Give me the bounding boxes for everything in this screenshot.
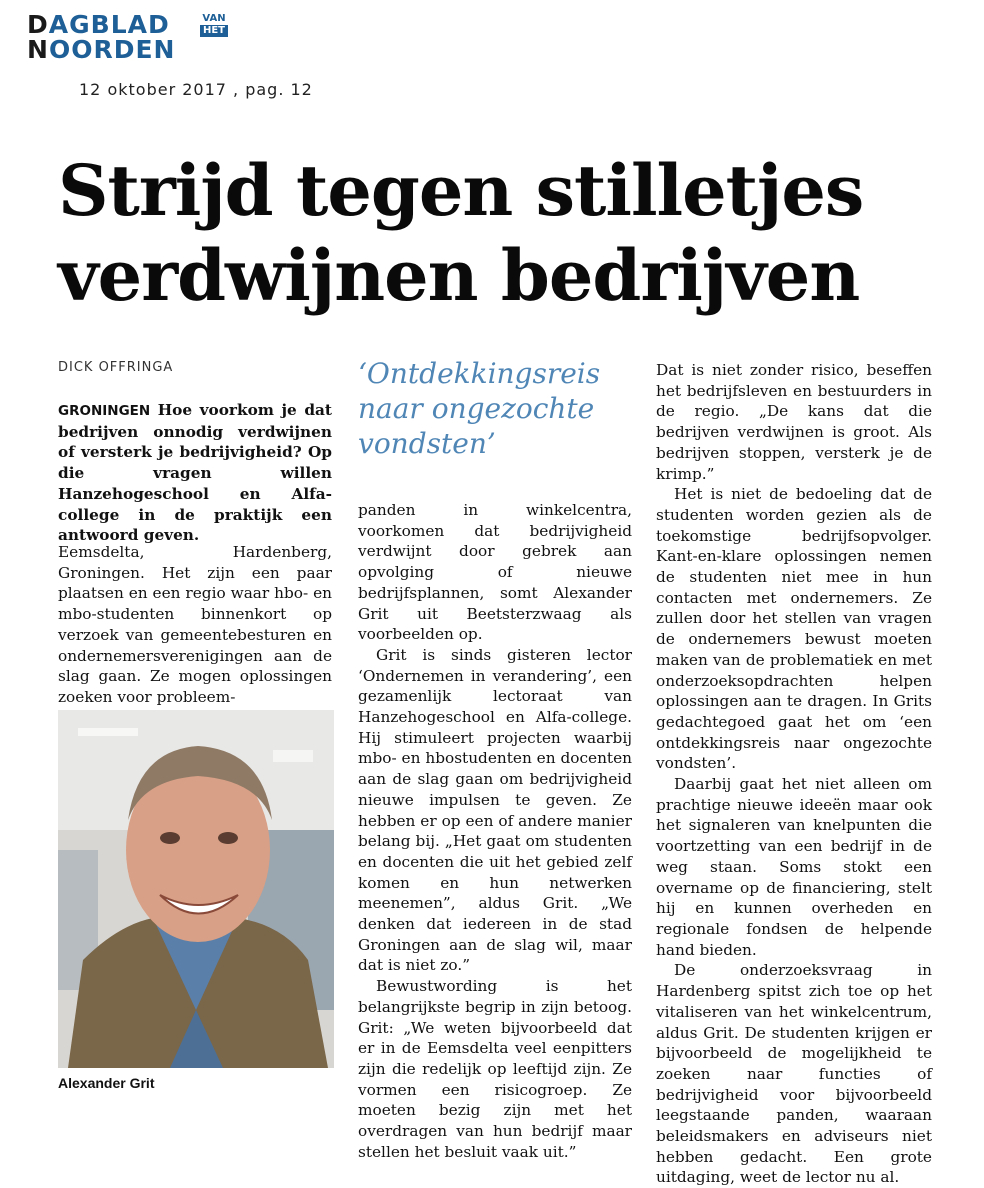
body-paragraph-7: De onderzoeksvraag in Hardenberg spitst zich toe op het vitaliseren van het winkelcentrum, aldus Grit. De studenten krijgen er bijvoorbeeld de mogelijkheid te zoeken naar functies of bedrijvigheid voor bijvoorbeeld leegstaande panden, waaraan beleidsmakers en adviseurs niet hebben gedacht. Een grote uitdaging, weet de lector nu al. xyxy=(656,961,932,1187)
logo-van-het: VAN HET xyxy=(189,13,239,39)
intro-text: Hoe voorkom je dat bedrijven onnodig verdwijnen of versterk je bedrijvigheid? Op die vragen willen Hanzehogeschool en Alfa-college in de praktijk een antwoord geven. xyxy=(58,401,332,545)
article-column-1 xyxy=(58,542,332,708)
article-headline: Strijd tegen stilletjes verdwijnen bedrijven xyxy=(58,149,864,317)
body-paragraph-1a: Eemsdelta, Hardenberg, Groningen. Het zijn een paar plaatsen en een regio waar hbo- en mbo-studenten binnenkort op verzoek van gemeentebesturen en ondernemersverenigingen aan de slag gaan. Ze mogen oplossingen zoeken voor probleem- xyxy=(58,543,332,706)
photo-caption: Alexander Grit xyxy=(58,1075,155,1091)
body-paragraph-6: Daarbij gaat het niet alleen om prachtige nieuwe ideeën maar ook het signaleren van knelpunten die voortzetting van een bedrijf in de weg staan. Soms stokt een overname op de financiering, stelt hij en kunnen overheden en regionale fondsen de helpende hand bieden. xyxy=(656,775,932,959)
body-paragraph-3: Bewustwording is het belangrijkste begrip in zijn betoog. Grit: „We weten bijvoorbeeld dat er in de Eemsdelta veel eenpitters zijn die redelijk op leeftijd zijn. Ze vormen een risicogroep. Ze moeten bezig zijn met het overdragen van hun bedrijf maar stellen het besluit vaak uit.” xyxy=(358,977,632,1161)
portrait-image xyxy=(58,710,334,1068)
logo-line-noorden: NOORDEN xyxy=(27,35,176,64)
body-paragraph-4: Dat is niet zonder risico, beseffen het bedrijfsleven en bestuurders in de regio. „De kans dat die bedrijven verdwijnen is groot. Als bedrijven stoppen, versterk je de krimp.” xyxy=(656,361,932,483)
article-column-3 xyxy=(656,360,932,1188)
publication-date: 12 oktober 2017 , pag. 12 xyxy=(79,80,313,99)
logo-line-dagblad: DAGBLAD xyxy=(27,10,170,39)
portrait-photo xyxy=(58,710,334,1068)
newspaper-logo xyxy=(27,10,226,64)
article-column-2 xyxy=(358,500,632,1163)
article-intro xyxy=(58,400,332,546)
author-byline: DICK OFFRINGA xyxy=(58,360,174,375)
body-paragraph-1b: panden in winkelcentra, voorkomen dat bedrijvigheid verdwijnt door gebrek aan opvolging of nieuwe bedrijfsplannen, somt Alexander Grit uit Beetsterzwaag als voorbeelden op. xyxy=(358,501,632,644)
body-paragraph-2: Grit is sinds gisteren lector ‘Ondernemen in verandering’, een gezamenlijk lectoraat van Hanzehogeschool en Alfa-college. Hij stimuleert projecten waarbij mbo- en hbostudenten en docenten aan de slag gaan om bedrijvigheid nieuwe impulsen te geven. Ze hebben er op een of andere manier belang bij. „Het gaat om studenten en docenten die uit het gebied zelf komen en hun netwerken meenemen”, aldus Grit. „We denken dat iedereen in de stad Groningen aan de slag wil, maar dat is niet zo.” xyxy=(358,645,632,975)
body-paragraph-5: Het is niet de bedoeling dat de studenten worden gezien als de toekomstige bedrijfsopvolger. Kant-en-klare oplossingen nemen de studenten niet mee in hun contacten met ondernemers. Ze zullen door het stellen van vragen de ondernemers bewust moeten maken van de problematiek en met onderzoeksopdrachten helpen oplossingen aan te dragen. In Grits gedachtegoed gaat het om ‘een ontdekkingsreis naar ongezochte vondsten’. xyxy=(656,485,932,773)
intro-place: GRONINGEN xyxy=(58,403,151,419)
pull-quote: ‘Ontdekkingsreis naar ongezochte vondsten’ xyxy=(358,357,601,460)
